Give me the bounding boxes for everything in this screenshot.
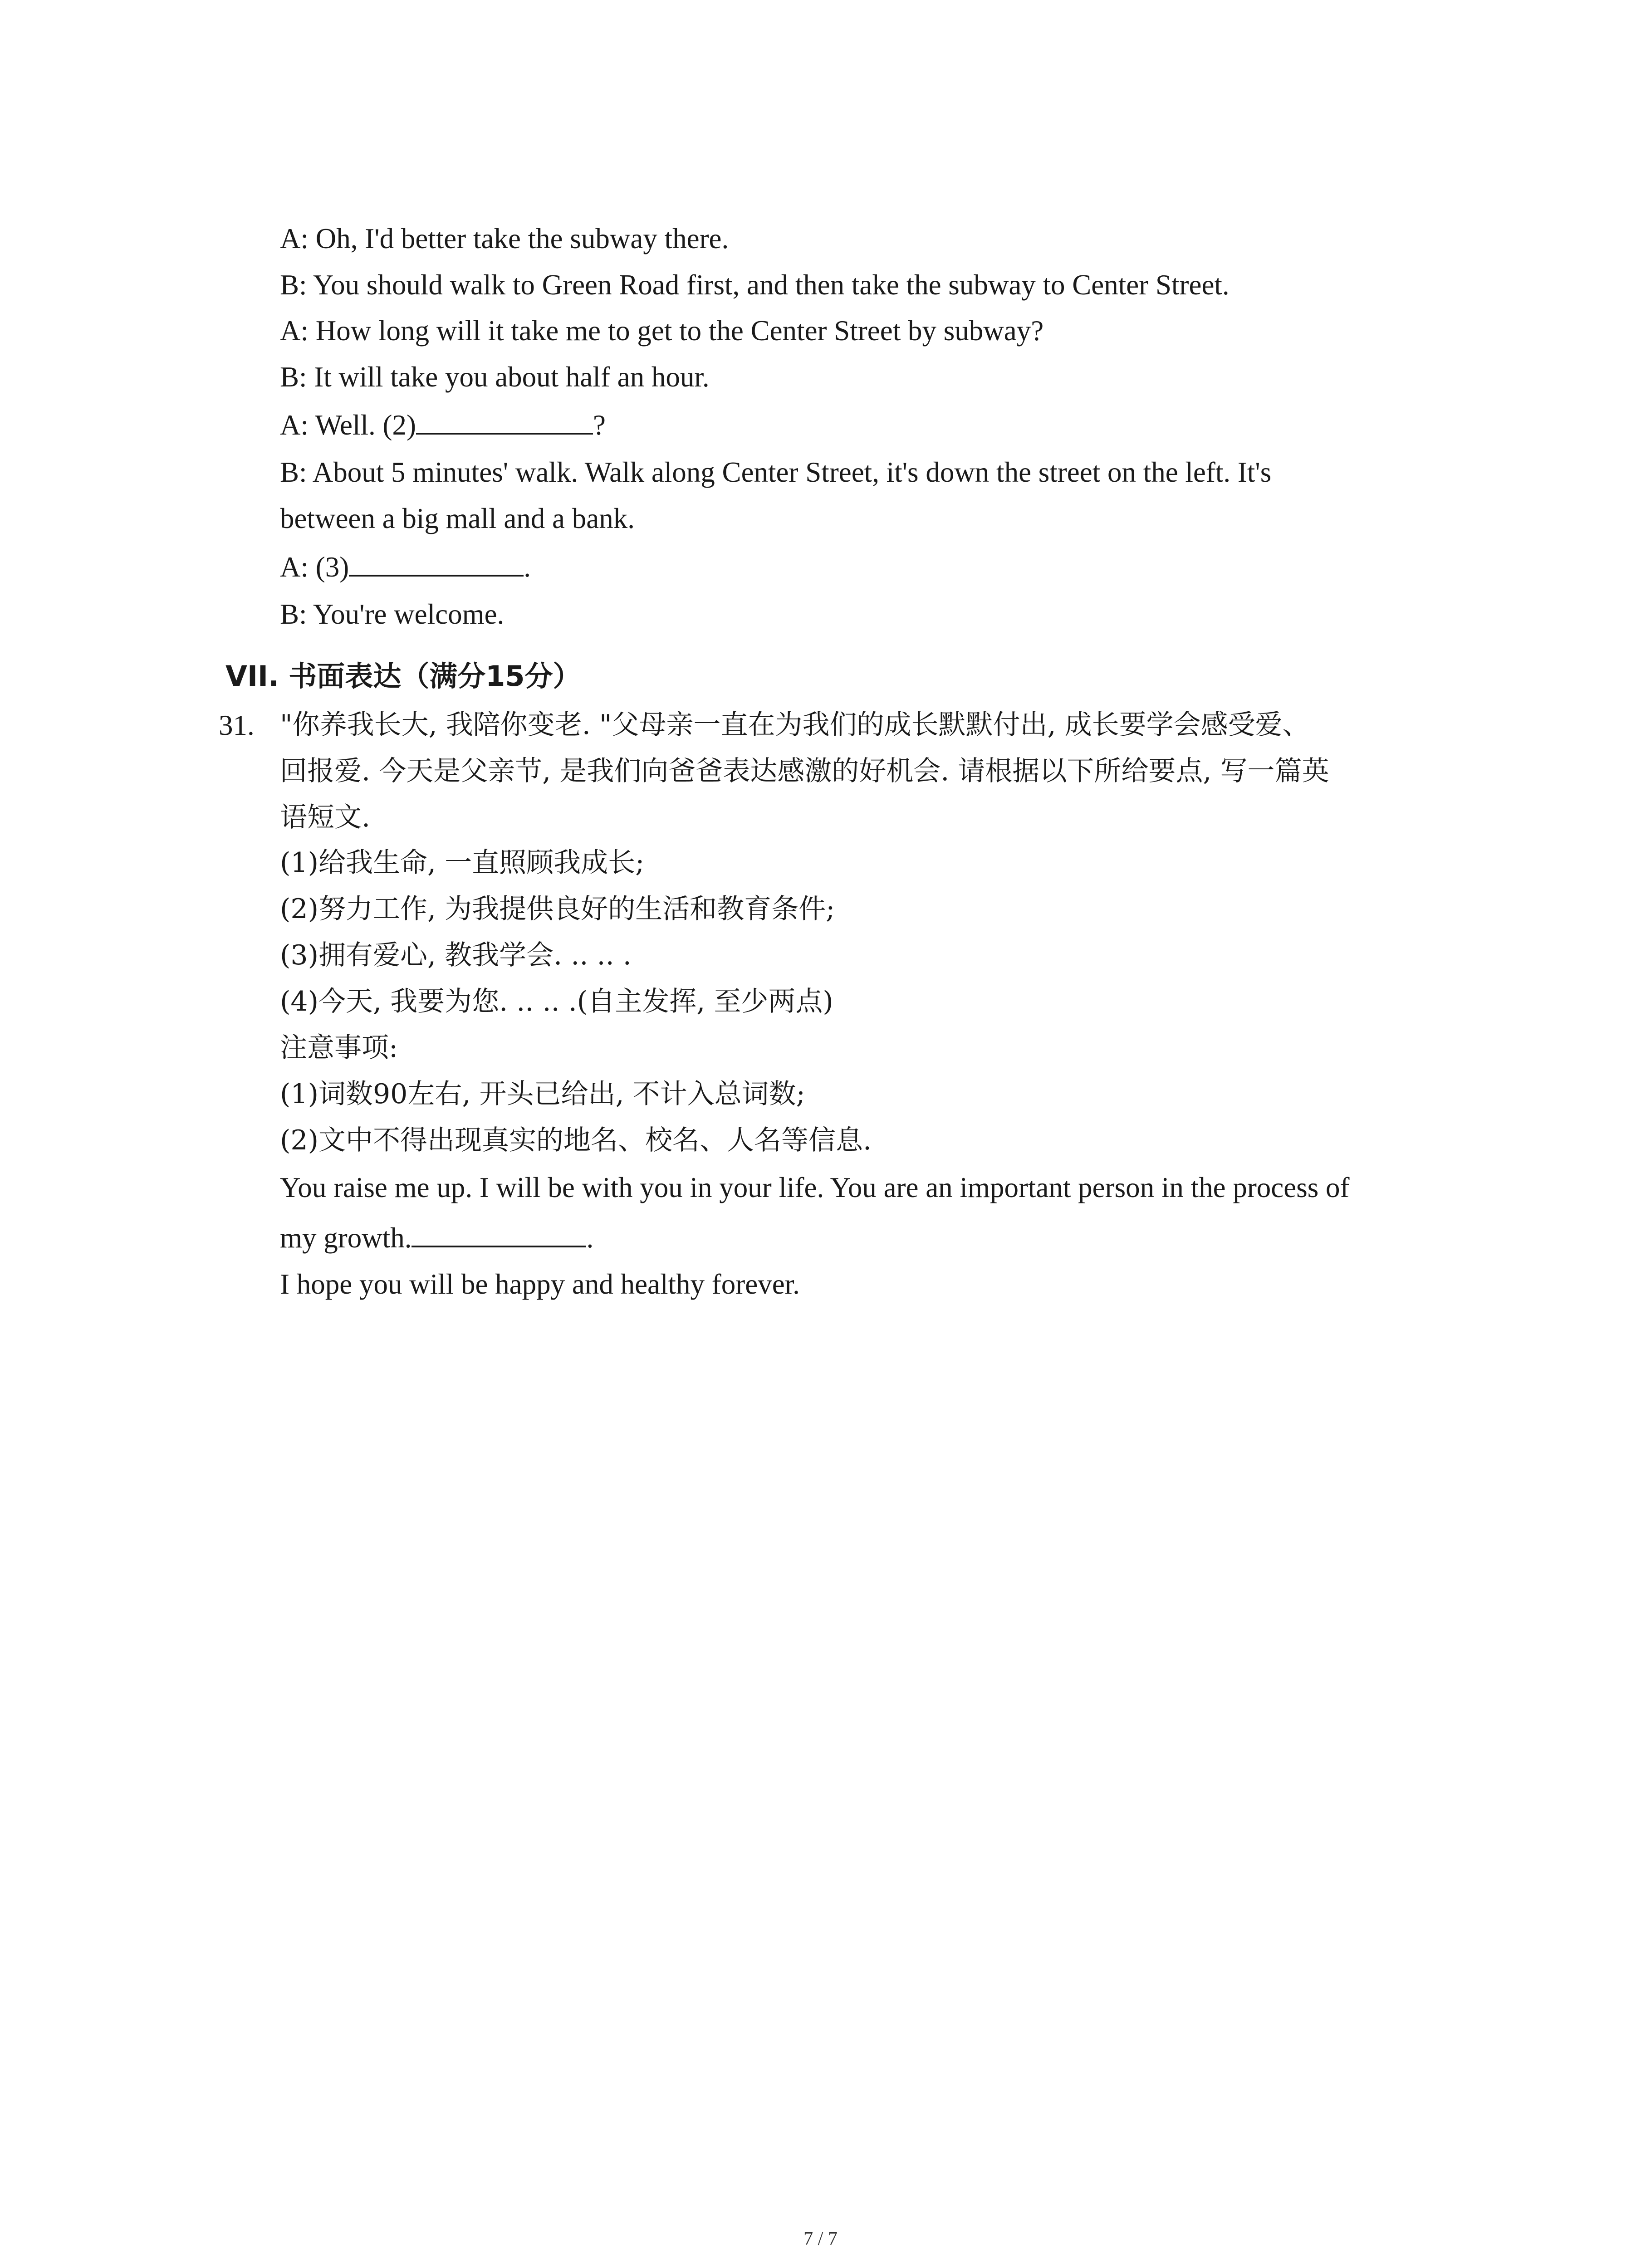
section-title: VII. 书面表达（满分15分） [225, 660, 581, 693]
point-3: (3)拥有爱心, 教我学会. .. .. . [280, 939, 632, 971]
dialogue-line-4: B: It will take you about half an hour. [280, 361, 710, 393]
dialogue-line-5-text: A: Well. (2) [280, 409, 416, 441]
answer-blank-2[interactable] [416, 411, 593, 435]
point-4: (4)今天, 我要为您. .. .. .(自主发挥, 至少两点) [280, 986, 833, 1017]
dialogue-line-8-text: A: (3) [280, 551, 349, 583]
dialogue-line-8 [280, 553, 1460, 582]
point-1: (1)给我生命, 一直照顾我成长; [280, 847, 645, 879]
essay-opening-line-2 [280, 1224, 1460, 1252]
question-number: 31. [219, 709, 255, 741]
dialogue-line-6: B: About 5 minutes' walk. Walk along Center Street, it's down the street on the left. It's [280, 456, 1272, 488]
page-number: 7 / 7 [803, 2229, 838, 2249]
essay-opening-line-1: You raise me up. I will be with you in your life. You are an important person in the process of [280, 1172, 1350, 1203]
notes-title: 注意事项: [280, 1032, 398, 1064]
essay-opening-line-2-text: my growth. [280, 1222, 412, 1254]
dialogue-line-5-end: ? [593, 409, 606, 441]
dialogue-line-1: A: Oh, I'd better take the subway there. [280, 223, 729, 254]
dialogue-line-3: A: How long will it take me to get to the Center Street by subway? [280, 315, 1044, 347]
dialogue-line-9: B: You're welcome. [280, 598, 505, 630]
dialogue-line-8-end: . [524, 551, 531, 583]
note-2: (2)文中不得出现真实的地名、校名、人名等信息. [280, 1124, 872, 1156]
essay-opening-line-2-end: . [586, 1222, 594, 1254]
essay-closing-line: I hope you will be happy and healthy forever. [280, 1268, 800, 1300]
question-prompt-line-2: 回报爱. 今天是父亲节, 是我们向爸爸表达感激的好机会. 请根据以下所给要点, 写一篇英 [280, 755, 1329, 787]
dialogue-line-7: between a big mall and a bank. [280, 503, 635, 534]
question-prompt-line-1: "你养我长大, 我陪你变老. "父母亲一直在为我们的成长默默付出, 成长要学会感受爱、 [280, 709, 1310, 741]
essay-blank[interactable] [411, 1224, 586, 1247]
question-prompt-line-3: 语短文. [280, 802, 371, 833]
point-2: (2)努力工作, 为我提供良好的生活和教育条件; [280, 893, 835, 925]
note-1: (1)词数90左右, 开头已给出, 不计入总词数; [280, 1078, 805, 1110]
answer-blank-3[interactable] [349, 553, 524, 577]
dialogue-line-5 [280, 411, 1460, 440]
dialogue-line-2: B: You should walk to Green Road first, and then take the subway to Center Street. [280, 269, 1230, 301]
